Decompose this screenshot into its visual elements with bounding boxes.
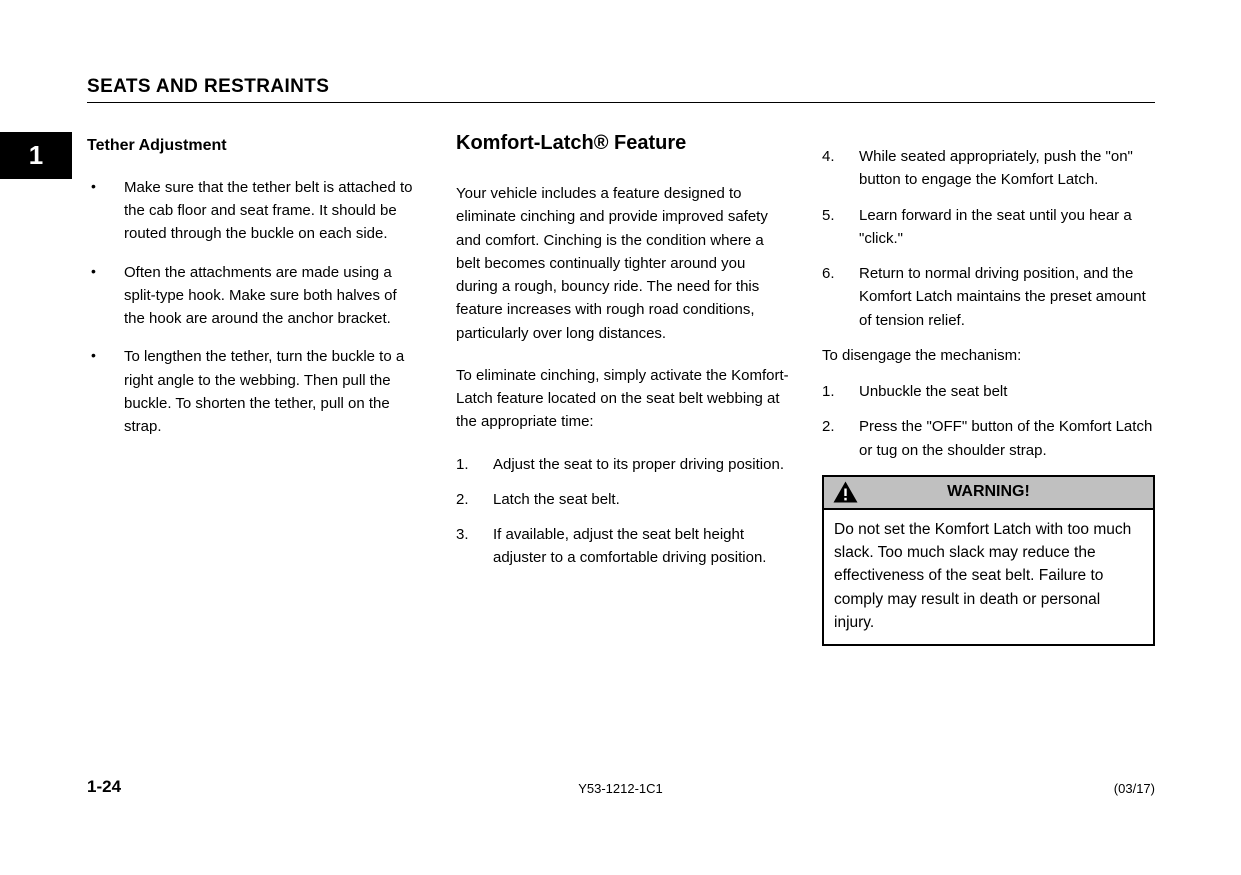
step-number: 2. [456,490,469,508]
chapter-tab [0,132,72,179]
chapter-number: 1 [28,140,44,170]
step-number: 5. [822,206,835,224]
step-text: While seated appropriately, push the "on" button to engage the Komfort Latch. [859,148,1133,189]
warning-title: WARNING! [947,482,1030,500]
step-text: Unbuckle the seat belt [859,383,1008,400]
tether-adjustment-heading: Tether Adjustment [87,137,227,154]
numbered-step [822,204,1155,251]
bullet-text: Often the attachments are made using a split-type hook. Make sure both halves of the hook are around the anchor bracket. [124,263,397,328]
step-number: 6. [822,265,835,282]
komfort-latch-heading: Komfort-Latch® Feature [456,132,687,154]
step-text: Press the "OFF" button of the Komfort Latch or tug on the shoulder strap. [859,418,1153,459]
header-rule [87,102,1155,103]
disengage-heading: To disengage the mechanism: [822,346,1022,364]
step-text: Adjust the seat to its proper driving position. [493,455,784,473]
numbered-step [456,523,791,570]
footer-revision: (03/17) [1113,781,1155,796]
step-text: Latch the seat belt. [493,490,620,508]
list-item [87,261,420,331]
warning-header [824,477,1153,510]
list-item [87,345,420,438]
bullet-icon: • [91,262,96,279]
left-column [87,134,420,453]
step-number: 3. [456,526,469,543]
right-column [822,145,1155,646]
paragraph: Your vehicle includes a feature designed to eliminate cinching and provide improved safety and comfort. Cinching is the condition where a belt becomes continually tighter around you during a rough, bouncy ride. The need for this feature increases with rough road conditions, particularly over long distances. [456,185,768,342]
footer-page-number: 1-24 [87,777,122,796]
bullet-text: Make sure that the tether belt is attached to the cab floor and seat frame. It should be routed through the buckle on each side. [124,178,413,243]
step-number: 1. [822,383,835,400]
step-number: 2. [822,418,835,436]
bullet-text: To lengthen the tether, turn the buckle to a right angle to the webbing. Then pull the buckle. To shorten the tether, pull on the strap. [124,348,405,436]
step-number: 1. [456,455,469,473]
numbered-step [456,488,791,511]
warning-box [822,475,1155,646]
footer-doc-code: Y53-1212-1C1 [578,781,663,796]
step-number: 4. [822,148,835,165]
middle-column [456,128,791,582]
numbered-step [822,380,1155,403]
numbered-step [822,262,1155,332]
bullet-icon: • [91,347,96,364]
step-text: Learn forward in the seat until you hear a "click." [859,206,1132,247]
warning-triangle-icon [833,481,858,503]
list-item [87,176,420,246]
bullet-icon: • [91,177,96,194]
numbered-step [822,415,1155,462]
step-text: If available, adjust the seat belt height adjuster to a comfortable driving position. [493,526,767,567]
warning-body: Do not set the Komfort Latch with too much slack. Too much slack may reduce the effectiveness of the seat belt. Failure to comply may result in death or personal injury. [834,520,1132,631]
numbered-step [822,145,1155,192]
numbered-step [456,453,791,476]
section-title: SEATS AND RESTRAINTS [87,76,330,97]
step-text: Return to normal driving position, and the Komfort Latch maintains the preset amount of tension relief. [859,265,1146,329]
paragraph: To eliminate cinching, simply activate the Komfort-Latch feature located on the seat belt webbing at the appropriate time: [456,366,789,431]
